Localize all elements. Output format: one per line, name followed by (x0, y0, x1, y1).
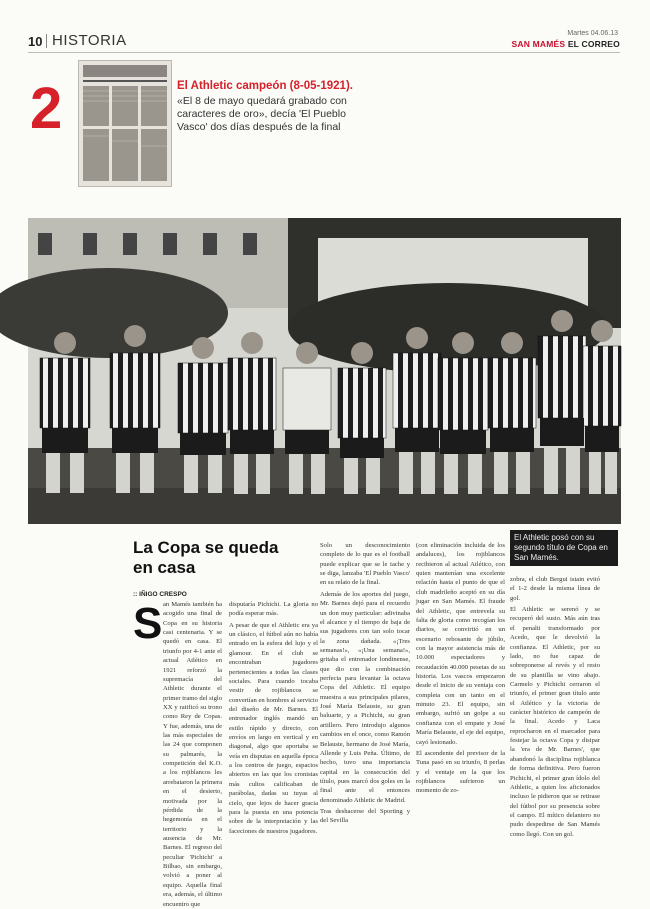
paragraph: Además de los aportes del juego, Mr. Barnes dejó para el recuerdo un don muy particular: adivinaba el alcance y el tiempo de baja de sus jugadores con tan solo tocar la zona dañada. «¡Tres semanas!», «¡Una semana!», gritaba el entrenador londinense, que dio con la combinación perfecta para levantar la octava Copa del Athletic. El equipo muestra a sus principales pilares, José María Belauste, su gran baluarte, y a Pichichi, su gran artillero. Pero introdujo algunos cambios en el once, como Ramón Belauste, hermano de José María, Allende y Luis Peña. Último, de hecho, tuvo una importancia capital en la consecución del título, pues marcó dos goles en la final ante el entonces denominado Athletic de Madrid. (320, 590, 410, 804)
paragraph: (con eliminación incluida de los andaluces), los rojiblancos recibieron al actual Atlético, con quien mantenían una excelente relación hasta el punto de que el club madrileño aceptó en su día jugar en San Mamés. El fraude del Athletic, que entrevela su falta de gloria como recogían los diarios, se convirtió en un escenario rebosante de júbilo, con la mayor asistencia más de 10.000 espectadores y recaudación 40.000 pesetas de su historia. Los vascos empezaron desde el inicio de su ventaja con completa con un tanto en el minuto 23. El equipo, sin embargo, sufrió un golpe a su confianza con el empate y José María Belauste, el eje del equipo, cayó lesionado. (416, 542, 505, 746)
team-photo (28, 218, 621, 524)
article-column-3 (320, 541, 410, 825)
header-divider (46, 34, 47, 48)
article-column-5 (510, 575, 600, 838)
brand-el-correo: EL CORREO (567, 39, 620, 49)
article-column-4 (416, 541, 505, 825)
paragraph: A pesar de que el Athletic era ya un clásico, el fútbol aún no había entrado en la esfera del lujo y el glamour. En el club se encontraban jugadores pertenecientes a todas las clases sociales. Para cuando tocaba vestir de rojiblancos se convertían en hombres al servicio del diseño de Mr. Barnes. El entrenador inglés mandó un estilo rápido y directo, con envíos en largo en vertical y en diagonal, algo que aportaba se veía en disputas en aquella época a los centros de juego, espacios abiertos en las que los cronistas más cultos calificaban de parábolas, dadas su tuyas al cielo, que lejos de hacer gracia para la puesta en una potencia sobre de la interpretación y las faceciones de nuestros jugadores. (229, 621, 318, 835)
photo-caption: El Athletic posó con su segundo título de Copa en San Mamés. (510, 530, 618, 566)
paragraph: zobra, el club Bergui istain evitó el 1-2 desde la misma línea de gol. (510, 576, 600, 602)
drop-cap: S (133, 599, 163, 648)
feature-subhead: «El 8 de mayo quedará grabado con caracteres de oro», decía 'El Pueblo Vasco' dos días después de la final (177, 95, 347, 134)
article-column-2 (229, 600, 318, 835)
issue-date: Martes 04.06.13 (567, 30, 618, 37)
article-column-1 (133, 600, 222, 908)
byline (133, 591, 187, 598)
article-title: La Copa se queda en casa (133, 538, 279, 577)
newspaper-thumbnail (78, 60, 172, 187)
feature-number: 2 (30, 76, 63, 141)
brand-san-mames: SAN MAMÉS (511, 39, 566, 49)
paragraph: disputaría Pichichi. La gloria no podía esperar más. (229, 601, 318, 618)
section-title: HISTORIA (52, 32, 127, 49)
paragraph: Tras deshacerse del Sporting y del Sevilla (320, 808, 410, 825)
masthead-brand (512, 39, 621, 49)
page-number: 10 (28, 34, 43, 49)
byline-author: IÑIGO CRESPO (139, 591, 187, 598)
paragraph: El ascendente del previsor de la Tuna pasó en su triunfo, 8 perlas y el ventaje en la que los rojiblancos sufrieron un momento de zo- (416, 749, 505, 795)
paragraph: an Mamés también ha acogido una final de Copa en su historia casi centenaria. Y se quedó en casa. El triunfo por 4-1 ante el actual Atlético en 1921 reforzó la supremacía del Athletic durante el primer tramo del siglo XX y ratificó su trono como Rey de Copas. Y fue, además, una de las más especiales de las 24 que componen su palmarés, la competición del K.O. a los rojiblancos les arrebataron la primera en el desierto, motivada por la pérdida de la hegemonía en el territorio y la ausencia de Mr. Barnes. El regreso del peculiar 'Pichichi' a Bilbao, sin embargo, volvió a poner al equipo. Aquella final era, además, el último encuentro que (163, 601, 222, 908)
paragraph: El Athletic se serenó y se recuperó del susto. Más aún tras el penalti transformado por Acedo, que le devolvió la confianza. El Athletic, por su lado, no fue capaz de sobreponerse al revés y el resto de su plantilla se vino abajo. Carmelo y Pichichi cerraron el triunfo, el primer gran título ante el Atlético y la victoria de carácter histórico de campeón de la final. Acedo y Laca reprocharon en el marcador para festejar la octava Copa y disipar la 'era de Mr. Barnes', que abandonó la disciplina rojiblanca de forma definitiva. Pero fueron Pichichi, el primer gran ídolo del Athletic, a quien los aficionados incluso le pidieron que se retirase del fútbol por su presencia sobre el campo. El mítico delantero no pudo despedirse de San Mamés como llegó. Con un gol. (510, 606, 600, 838)
byline-marker: :: (133, 591, 138, 598)
paragraph: Solo un desconocimiento completo de lo que es el football puede explicar que se le tache y se diga, lanzaba 'El Pueblo Vasco' en su relato de la final. (320, 542, 410, 587)
header-rule (28, 52, 620, 53)
feature-headline: El Athletic campeón (8-05-1921). (177, 80, 353, 92)
